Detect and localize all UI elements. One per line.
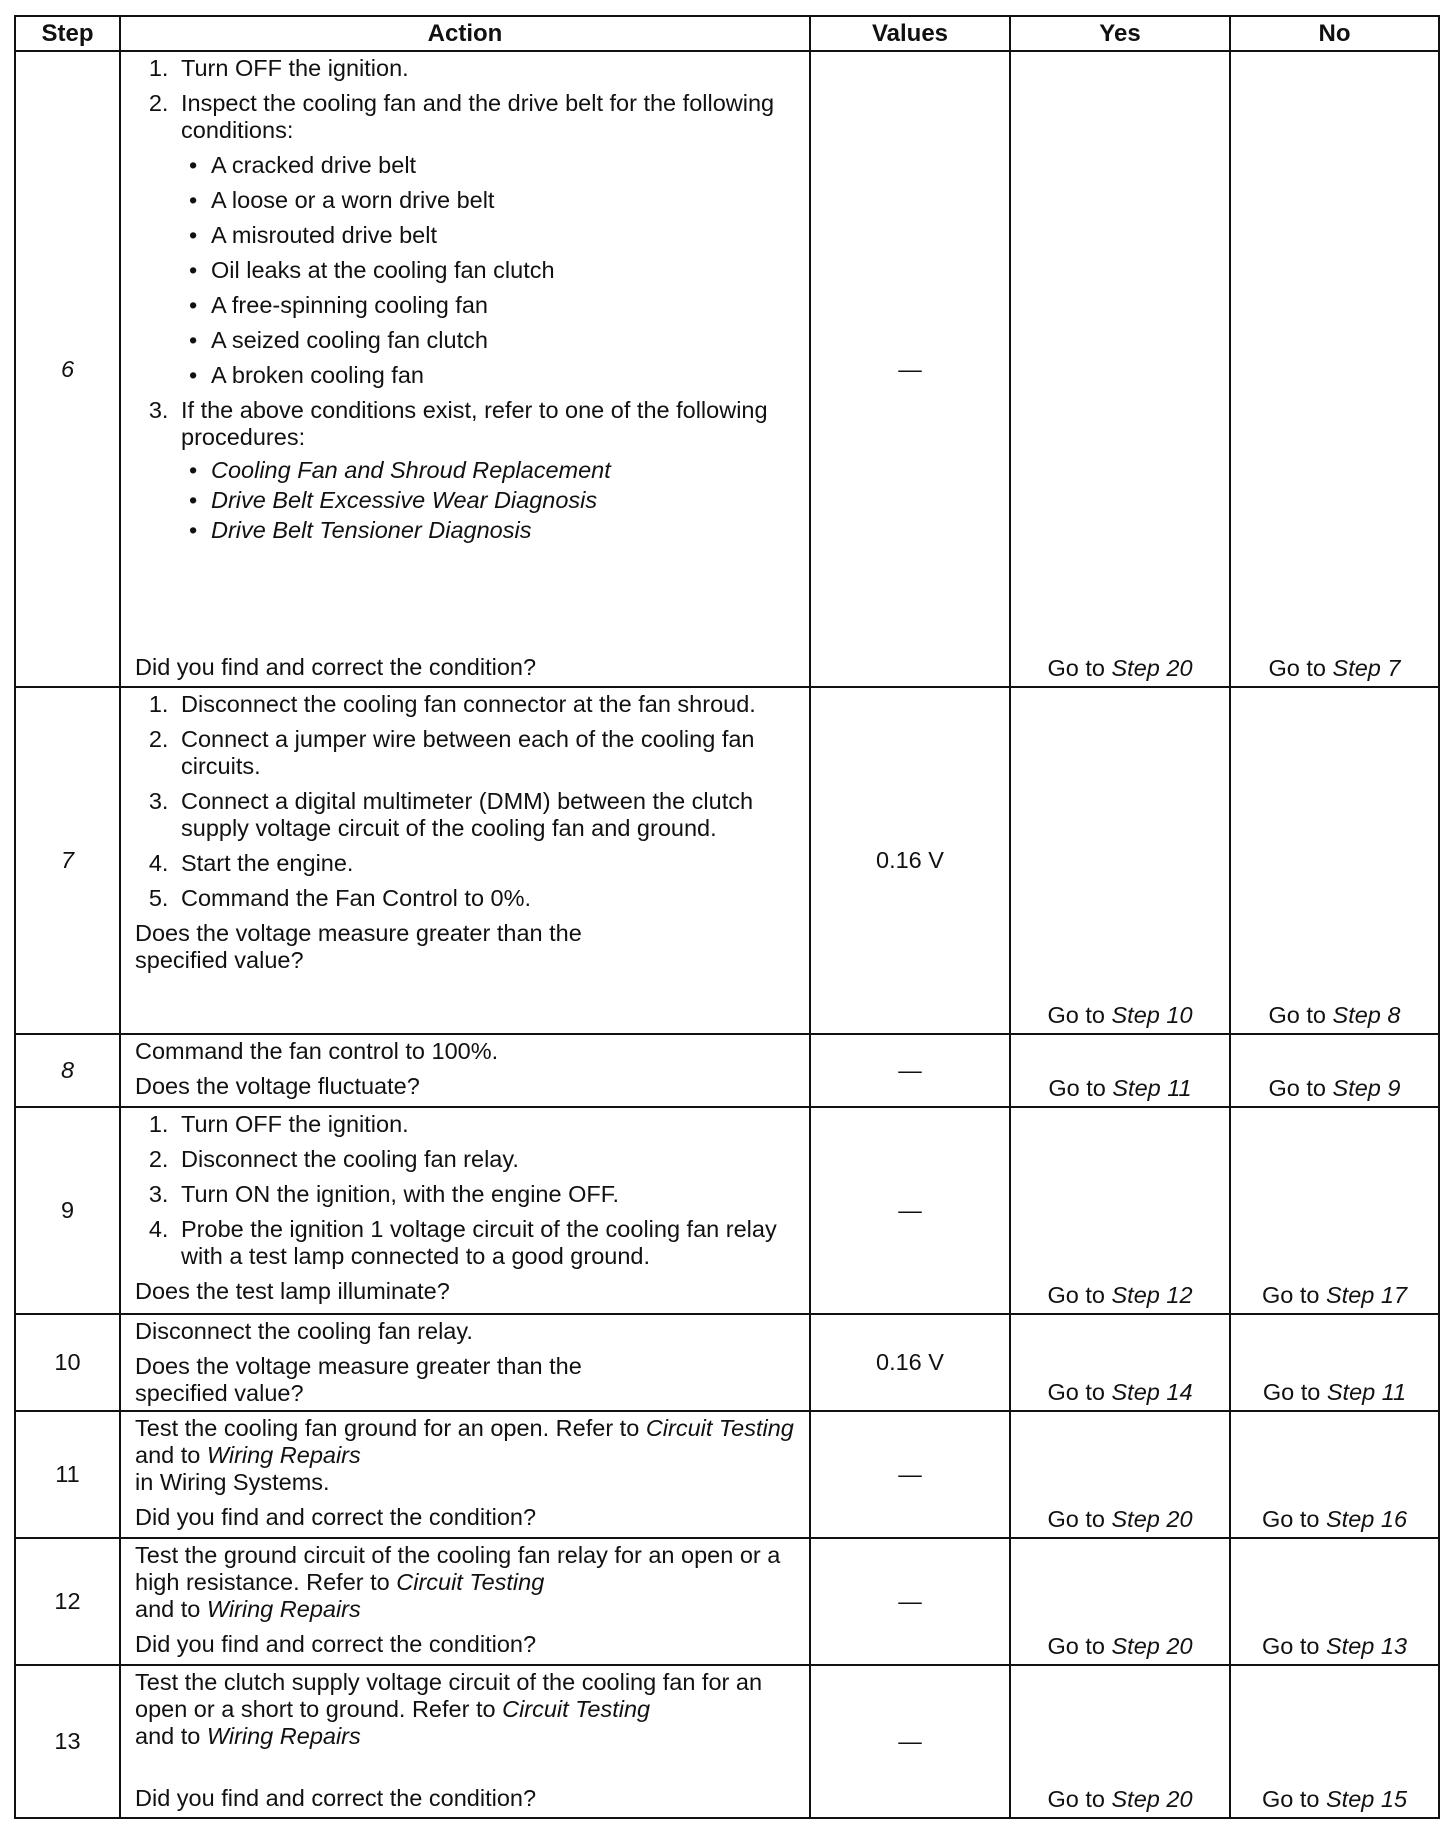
action-step: 3. Connect a digital multimeter (DMM) between the clutch supply voltage circuit of the cooling fan and ground. <box>175 788 799 842</box>
no-cell <box>1230 1665 1439 1818</box>
header-row <box>15 16 1439 51</box>
step-reference: Step 17 <box>1326 1282 1408 1308</box>
yes-cell <box>1010 51 1230 687</box>
action-steps <box>135 55 799 552</box>
action-question: Did you find and correct the condition? <box>135 1504 537 1530</box>
step-reference: Step 7 <box>1332 655 1401 681</box>
step-reference: Step 9 <box>1332 1075 1401 1101</box>
no-cell <box>1230 1034 1439 1107</box>
action-text <box>135 1669 799 1750</box>
action-cell <box>120 1107 810 1314</box>
action-step: 2. Disconnect the cooling fan relay. <box>175 1146 799 1173</box>
no-cell <box>1230 1538 1439 1665</box>
action-step: 3. Turn ON the ignition, with the engine OFF. <box>175 1181 799 1208</box>
header-yes: Yes <box>1010 16 1230 51</box>
yes-cell <box>1010 687 1230 1034</box>
header-values: Values <box>810 16 1010 51</box>
table-row-step-13 <box>15 1665 1439 1818</box>
step-reference: Step 20 <box>1111 1506 1193 1532</box>
action-question: Does the test lamp illuminate? <box>135 1278 450 1304</box>
goto-prefix: Go to <box>1261 1506 1320 1532</box>
action-question: Did you find and correct the condition? <box>135 654 537 680</box>
action-text-part: and to <box>135 1723 201 1749</box>
step-number: 6 <box>15 51 120 687</box>
step-number: 10 <box>15 1314 120 1411</box>
goto-prefix: Go to <box>1047 1786 1105 1812</box>
step-reference: Step 13 <box>1326 1633 1408 1659</box>
procedure-reference: Wiring Repairs <box>206 1723 361 1749</box>
procedure-reference: Circuit Testing <box>396 1569 545 1595</box>
table-row-step-7 <box>15 687 1439 1034</box>
no-cell <box>1230 1411 1439 1538</box>
yes-cell <box>1010 1034 1230 1107</box>
action-step: 1. Turn OFF the ignition. <box>175 55 799 82</box>
no-cell <box>1230 1314 1439 1411</box>
table-row-step-10 <box>15 1314 1439 1411</box>
condition-list <box>181 152 799 389</box>
step-reference: Step 20 <box>1111 655 1193 681</box>
procedure-reference: • Drive Belt Tensioner Diagnosis <box>181 517 799 544</box>
condition-item: • A loose or a worn drive belt <box>181 187 799 214</box>
procedure-reference: • Drive Belt Excessive Wear Diagnosis <box>181 487 799 514</box>
goto-prefix: Go to <box>1261 1633 1320 1659</box>
action-step: 4. Start the engine. <box>175 850 799 877</box>
action-step: 4. Probe the ignition 1 voltage circuit of the cooling fan relay with a test lamp connected to a good ground. <box>175 1216 799 1270</box>
condition-item: • Oil leaks at the cooling fan clutch <box>181 257 799 284</box>
step-reference: Step 11 <box>1326 1379 1407 1405</box>
condition-item: • A seized cooling fan clutch <box>181 327 799 354</box>
action-step-text: If the above conditions exist, refer to one of the following procedures: <box>181 397 768 450</box>
yes-cell <box>1010 1314 1230 1411</box>
goto-prefix: Go to <box>1047 1506 1105 1532</box>
values-cell: — <box>810 1538 1010 1665</box>
goto-prefix: Go to <box>1047 1282 1105 1308</box>
table-row-step-12 <box>15 1538 1439 1665</box>
action-step: 1. Disconnect the cooling fan connector at the fan shroud. <box>175 691 799 718</box>
no-cell <box>1230 687 1439 1034</box>
action-text-part: Test the cooling fan ground for an open. Refer to <box>135 1415 640 1441</box>
yes-cell <box>1010 1107 1230 1314</box>
values-cell: — <box>810 1107 1010 1314</box>
action-cell <box>120 1665 810 1818</box>
action-text-part: Test the ground circuit of the cooling fan relay for an open or a high resistance. Refer to <box>135 1542 781 1595</box>
values-cell: 0.16 V <box>810 1314 1010 1411</box>
values-cell: 0.16 V <box>810 687 1010 1034</box>
action-text-part: in Wiring Systems. <box>135 1469 330 1495</box>
procedure-reference: Wiring Repairs <box>206 1596 361 1622</box>
action-text <box>135 1542 799 1623</box>
step-reference: Step 8 <box>1332 1002 1401 1028</box>
values-cell: — <box>810 1411 1010 1538</box>
goto-prefix: Go to <box>1047 1002 1105 1028</box>
action-step-text: Inspect the cooling fan and the drive belt for the following conditions: <box>181 90 775 143</box>
action-cell <box>120 1314 810 1411</box>
action-steps <box>135 691 799 912</box>
action-step <box>175 397 799 544</box>
goto-prefix: Go to <box>1048 1075 1106 1101</box>
values-cell: — <box>810 51 1010 687</box>
step-reference: Step 10 <box>1111 1002 1193 1028</box>
condition-item: • A cracked drive belt <box>181 152 799 179</box>
goto-prefix: Go to <box>1047 655 1105 681</box>
values-cell: — <box>810 1665 1010 1818</box>
action-steps <box>135 1111 799 1270</box>
step-reference: Step 20 <box>1111 1786 1193 1812</box>
action-text-part: and to <box>135 1596 201 1622</box>
step-reference: Step 15 <box>1326 1786 1408 1812</box>
procedure-list <box>181 457 799 544</box>
procedure-reference: Circuit Testing <box>645 1415 794 1441</box>
yes-cell <box>1010 1665 1230 1818</box>
action-text: Disconnect the cooling fan relay. <box>135 1318 473 1344</box>
step-reference: Step 11 <box>1112 1075 1192 1101</box>
procedure-reference: Circuit Testing <box>502 1696 651 1722</box>
step-number: 12 <box>15 1538 120 1665</box>
action-question: Does the voltage measure greater than the specified value? <box>135 1353 582 1406</box>
diagnostic-table <box>14 15 1440 1819</box>
action-question: Does the voltage fluctuate? <box>135 1073 420 1099</box>
goto-prefix: Go to <box>1047 1379 1105 1405</box>
procedure-reference: • Cooling Fan and Shroud Replacement <box>181 457 799 484</box>
step-number: 7 <box>15 687 120 1034</box>
goto-prefix: Go to <box>1261 1786 1320 1812</box>
action-cell <box>120 1411 810 1538</box>
no-cell <box>1230 1107 1439 1314</box>
condition-item: • A free-spinning cooling fan <box>181 292 799 319</box>
goto-prefix: Go to <box>1268 655 1326 681</box>
table-row-step-9 <box>15 1107 1439 1314</box>
step-number: 9 <box>15 1107 120 1314</box>
action-text-part: Test the clutch supply voltage circuit of the cooling fan for an open or a short to ground. Refer to <box>135 1669 763 1722</box>
step-number: 13 <box>15 1665 120 1818</box>
action-step: 2. Connect a jumper wire between each of the cooling fan circuits. <box>175 726 799 780</box>
procedure-reference: Wiring Repairs <box>206 1442 361 1468</box>
table-row-step-6 <box>15 51 1439 687</box>
goto-prefix: Go to <box>1268 1075 1326 1101</box>
condition-item: • A misrouted drive belt <box>181 222 799 249</box>
values-cell: — <box>810 1034 1010 1107</box>
action-cell <box>120 687 810 1034</box>
action-step: 5. Command the Fan Control to 0%. <box>175 885 799 912</box>
action-question: Did you find and correct the condition? <box>135 1785 537 1811</box>
header-step: Step <box>15 16 120 51</box>
action-cell <box>120 1538 810 1665</box>
goto-prefix: Go to <box>1261 1282 1320 1308</box>
action-question: Did you find and correct the condition? <box>135 1631 537 1657</box>
step-reference: Step 14 <box>1111 1379 1193 1405</box>
action-text <box>135 1415 799 1496</box>
action-cell <box>120 1034 810 1107</box>
step-number: 8 <box>15 1034 120 1107</box>
header-no: No <box>1230 16 1439 51</box>
action-text-part: and to <box>135 1442 201 1468</box>
goto-prefix: Go to <box>1047 1633 1105 1659</box>
action-cell <box>120 51 810 687</box>
table-row-step-8 <box>15 1034 1439 1107</box>
action-text: Command the fan control to 100%. <box>135 1038 499 1064</box>
no-cell <box>1230 51 1439 687</box>
goto-prefix: Go to <box>1268 1002 1326 1028</box>
step-reference: Step 16 <box>1326 1506 1408 1532</box>
step-reference: Step 12 <box>1111 1282 1193 1308</box>
action-step <box>175 90 799 389</box>
yes-cell <box>1010 1411 1230 1538</box>
action-step: 1. Turn OFF the ignition. <box>175 1111 799 1138</box>
condition-item: • A broken cooling fan <box>181 362 799 389</box>
goto-prefix: Go to <box>1262 1379 1321 1405</box>
action-question: Does the voltage measure greater than the specified value? <box>135 920 582 973</box>
step-number: 11 <box>15 1411 120 1538</box>
table-row-step-11 <box>15 1411 1439 1538</box>
header-action: Action <box>120 16 810 51</box>
step-reference: Step 20 <box>1111 1633 1193 1659</box>
yes-cell <box>1010 1538 1230 1665</box>
